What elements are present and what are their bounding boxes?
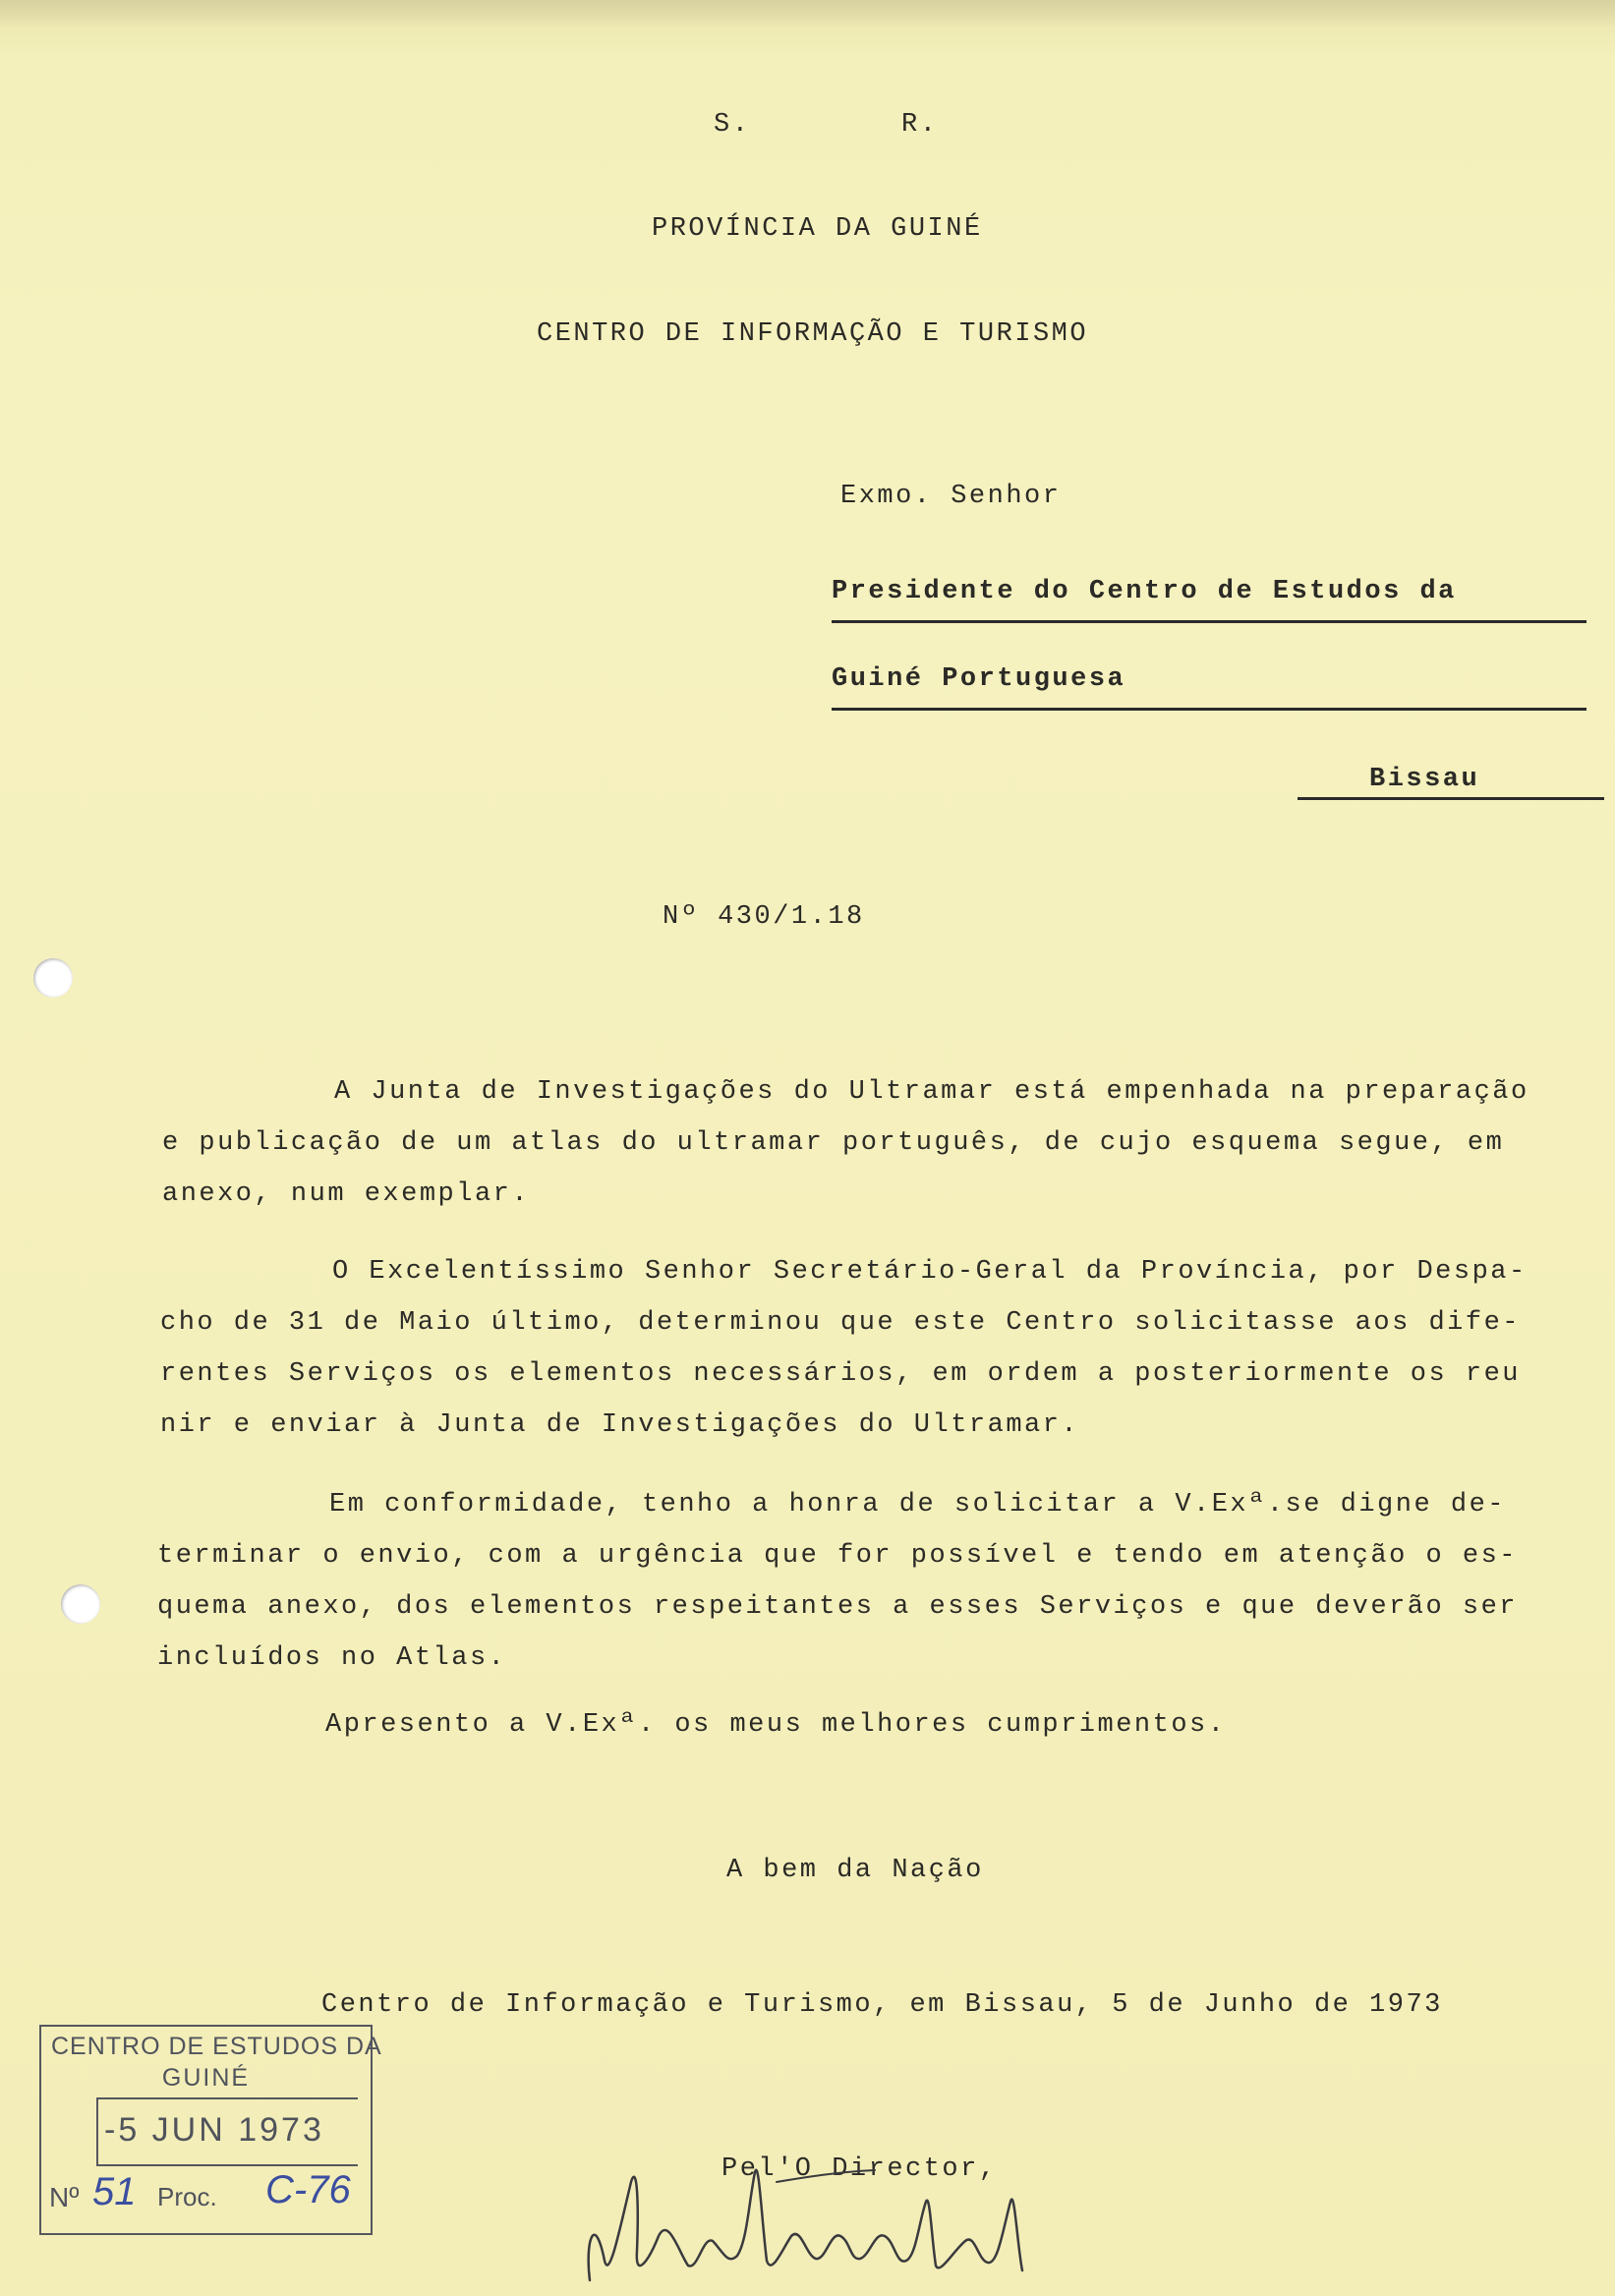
paragraph-1 bbox=[162, 1066, 1529, 1220]
stamp-number-value: 51 bbox=[92, 2170, 137, 2213]
paragraph-3-line: quema anexo, dos elementos respeitantes a esses Serviços e que deverão ser bbox=[157, 1592, 1518, 1622]
place-and-date: Centro de Informação e Turismo, em Bissau, 5 de Junho de 1973 bbox=[321, 1990, 1443, 2020]
paragraph-3-line: incluídos no Atlas. bbox=[157, 1643, 507, 1673]
addressee-line1: Presidente do Centro de Estudos da bbox=[832, 577, 1457, 606]
paragraph-1-line: e publicação de um atlas do ultramar português, de cujo esquema segue, em bbox=[162, 1128, 1505, 1158]
header-province: PROVÍNCIA DA GUINÉ bbox=[652, 214, 983, 244]
paragraph-1-line: A Junta de Investigações do Ultramar está empenhada na preparação bbox=[334, 1077, 1529, 1107]
stamp-line-2: GUINÉ bbox=[161, 2064, 251, 2092]
paragraph-2-line: rentes Serviços os elementos necessários, em ordem a posteriormente os reu bbox=[160, 1359, 1521, 1389]
stamp-proc-label: Proc. bbox=[157, 2182, 217, 2211]
paragraph-3 bbox=[157, 1479, 1518, 1684]
paragraph-2-line: nir e enviar à Junta de Investigações do Ultramar. bbox=[160, 1410, 1080, 1440]
stamp-date: -5 JUN 1973 bbox=[104, 2111, 324, 2149]
receipt-stamp bbox=[39, 2025, 382, 2235]
header-centre: CENTRO DE INFORMAÇÃO E TURISMO bbox=[537, 319, 1089, 349]
paragraph-2-line: cho de 31 de Maio último, determinou que este Centro solicitasse aos dife- bbox=[160, 1308, 1521, 1338]
addressee-underline-2 bbox=[832, 708, 1586, 711]
stamp-proc-value: C-76 bbox=[265, 2168, 351, 2211]
reference-number: Nº 430/1.18 bbox=[663, 902, 865, 932]
addressee-underline-1 bbox=[832, 620, 1586, 623]
addressee-line2: Guiné Portuguesa bbox=[832, 664, 1126, 694]
signature-label: Pel'O Director, bbox=[721, 2154, 998, 2184]
stamp-date-box bbox=[96, 2097, 358, 2166]
addressee-salutation: Exmo. Senhor bbox=[840, 482, 1062, 511]
addressee-city: Bissau bbox=[1369, 765, 1480, 794]
header-r: R. bbox=[901, 110, 939, 140]
header-s: S. bbox=[714, 110, 751, 140]
paragraph-2-line: O Excelentíssimo Senhor Secretário-Geral da Província, por Despa- bbox=[332, 1257, 1528, 1287]
punch-hole-bottom bbox=[61, 1584, 100, 1624]
paragraph-1-line: anexo, num exemplar. bbox=[162, 1179, 531, 1209]
paragraph-3-line: terminar o envio, com a urgência que for possível e tendo em atenção o es- bbox=[157, 1541, 1518, 1571]
stamp-number-label: Nº bbox=[49, 2182, 80, 2212]
paragraph-2 bbox=[160, 1246, 1528, 1451]
paragraph-3-line: Em conformidade, tenho a honra de solicitar a V.Exª.se digne de- bbox=[329, 1490, 1506, 1520]
addressee-underline-3 bbox=[1298, 797, 1604, 800]
closing-phrase: A bem da Nação bbox=[726, 1856, 984, 1885]
stamp-line-1: CENTRO DE ESTUDOS DA bbox=[51, 2033, 382, 2060]
paragraph-4: Apresento a V.Exª. os meus melhores cumprimentos. bbox=[325, 1710, 1227, 1740]
page-top-edge bbox=[0, 0, 1615, 28]
handwritten-signature bbox=[580, 2143, 1170, 2290]
punch-hole-top bbox=[33, 958, 73, 998]
